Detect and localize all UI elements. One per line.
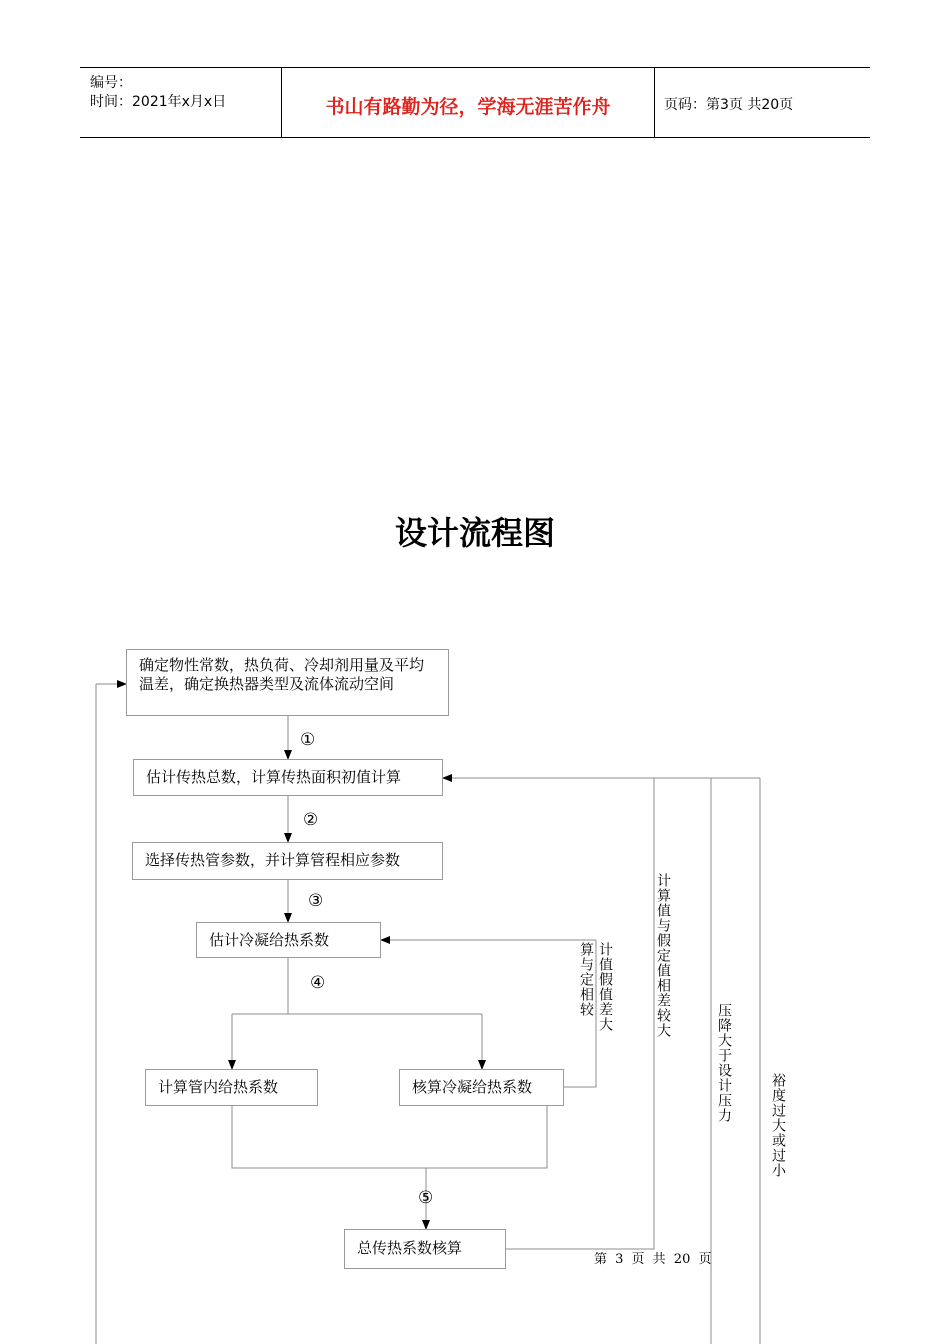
- step-7-text: 总传热系数核算: [357, 1239, 463, 1257]
- step-box-5: [145, 1069, 318, 1106]
- date-label: 时间：2021年x月x日: [90, 94, 227, 110]
- step-6-text: 核算冷凝给热系数: [412, 1078, 533, 1096]
- page-title: 设计流程图: [394, 514, 555, 552]
- step-box-6: [399, 1069, 564, 1106]
- step-number-2: ②: [303, 810, 319, 830]
- step-number-3: ③: [308, 891, 324, 911]
- loop-label-cond-a: 算与定相较: [578, 942, 594, 1017]
- step-3-text: 选择传热管参数，并计算管程相应参数: [145, 851, 401, 869]
- loop-label-calc: 计算值与假定值相差较大: [655, 873, 671, 1038]
- step-number-5: ⑤: [418, 1188, 434, 1208]
- loop-label-margin: 裕度过大或过小: [770, 1073, 786, 1178]
- step-box-4: [196, 922, 381, 958]
- step-number-1: ①: [300, 730, 316, 750]
- page-label: 页码：第3页 共20页: [664, 97, 794, 113]
- loop-label-pressure: 压降大于设计压力: [716, 1003, 732, 1123]
- step-1-text: 确定物性常数，热负荷、冷却剂用量及平均温差，确定换热器类型及流体流动空间: [139, 656, 425, 693]
- step-2-text: 估计传热总数，计算传热面积初值计算: [146, 768, 402, 786]
- step-box-7: [344, 1229, 506, 1269]
- step-number-4: ④: [310, 973, 326, 993]
- header-motto: 书山有路勤为径，学海无涯苦作舟: [325, 96, 611, 118]
- page-footer: 第 3 页 共 20 页: [594, 1252, 712, 1267]
- step-4-text: 估计冷凝给热系数: [209, 931, 330, 949]
- step-box-3: [132, 842, 443, 880]
- code-label: 编号：: [90, 75, 132, 91]
- step-5-text: 计算管内给热系数: [158, 1078, 279, 1096]
- loop-label-cond-b: 计值假值差大: [597, 942, 613, 1032]
- step-box-1: [126, 649, 449, 716]
- step-box-2: [133, 759, 443, 796]
- merge-bar: [232, 1106, 547, 1168]
